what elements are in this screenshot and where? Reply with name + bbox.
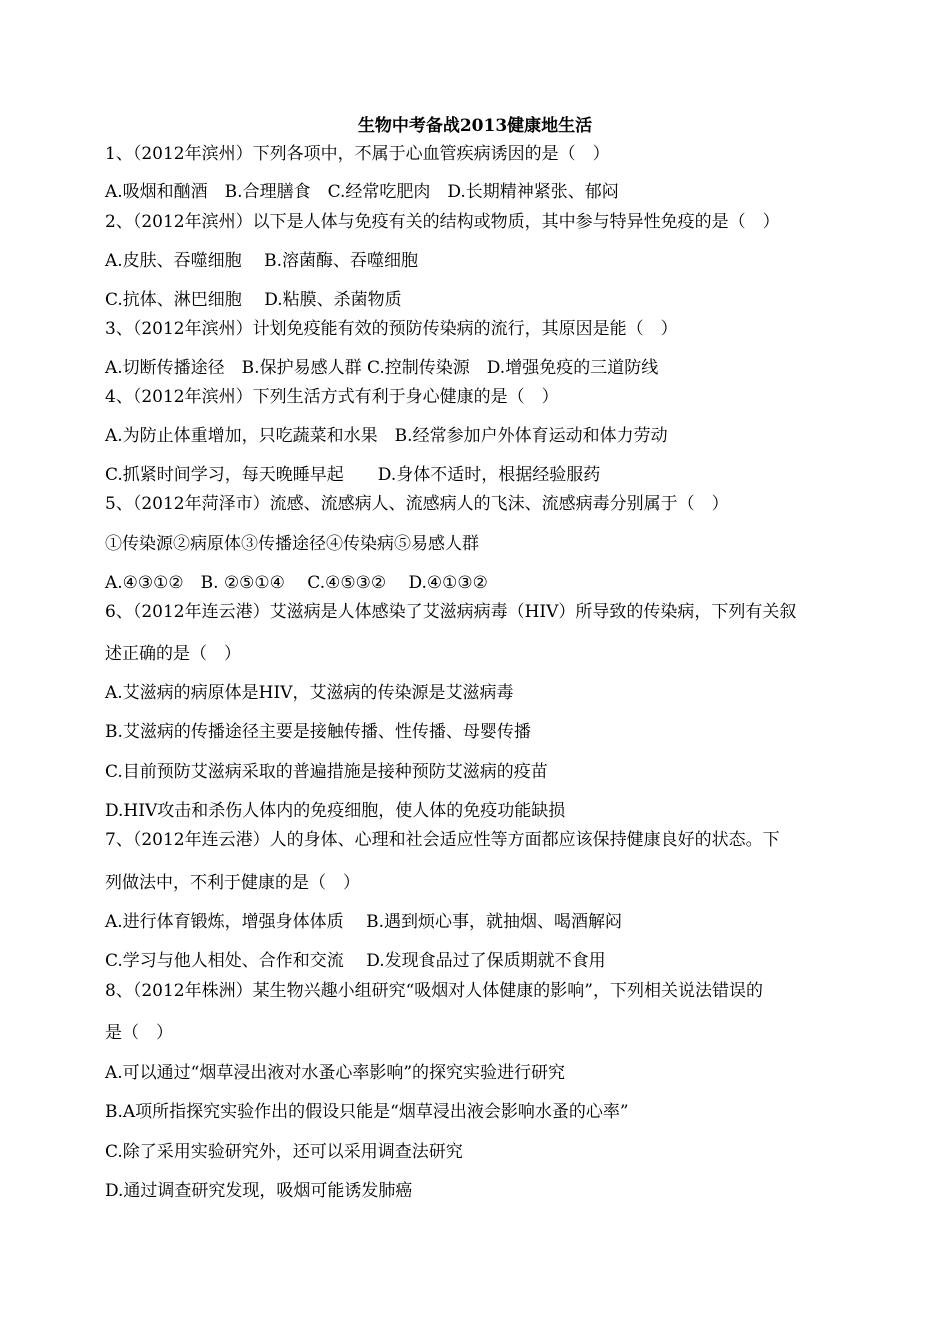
question-7-options-row-1: A.进行体育锻炼，增强身体体质 B.遇到烦心事，就抽烟、喝酒解闷 — [105, 912, 622, 932]
question-8-option-c: C.除了采用实验研究外，还可以采用调查法研究 — [105, 1142, 463, 1162]
question-7-options-row-2: C.学习与他人相处、合作和交流 D.发现食品过了保质期就不食用 — [105, 951, 606, 971]
question-6-option-d: D.HIV攻击和杀伤人体内的免疫细胞，使人体的免疫功能缺损 — [105, 801, 566, 821]
question-2-stem: 2、（2012年滨州）以下是人体与免疫有关的结构或物质，其中参与特异性免疫的是（ ） — [105, 212, 780, 232]
question-1-options: A.吸烟和酗酒 B.合理膳食 C.经常吃肥肉 D.长期精神紧张、郁闷 — [105, 182, 619, 202]
question-7-stem-line-1: 7、（2012年连云港）人的身体、心理和社会适应性等方面都应该保持健康良好的状态。下 — [105, 830, 780, 850]
question-5-stem: 5、（2012年菏泽市）流感、流感病人、流感病人的飞沫、流感病毒分别属于（ ） — [105, 494, 729, 514]
question-6-option-b: B.艾滋病的传播途径主要是接触传播、性传播、母婴传播 — [105, 722, 531, 742]
question-8-option-d: D.通过调查研究发现，吸烟可能诱发肺癌 — [105, 1181, 413, 1201]
question-2-options-row-1: A.皮肤、吞噬细胞 B.溶菌酶、吞噬细胞 — [105, 251, 418, 271]
question-6-stem-line-1: 6、（2012年连云港）艾滋病是人体感染了艾滋病病毒（HIV）所导致的传染病，下列有关叙 — [105, 602, 797, 622]
question-7-stem-line-2: 列做法中，不利于健康的是（ ） — [105, 873, 360, 893]
question-2-options-row-2: C.抗体、淋巴细胞 D.粘膜、杀菌物质 — [105, 290, 402, 310]
question-4-stem: 4、（2012年滨州）下列生活方式有利于身心健康的是（ ） — [105, 387, 559, 407]
question-3-options: A.切断传播途径 B.保护易感人群 C.控制传染源 D.增强免疫的三道防线 — [105, 358, 659, 378]
question-3-stem: 3、（2012年滨州）计划免疫能有效的预防传染病的流行，其原因是能（ ） — [105, 319, 678, 339]
question-1-stem: 1、（2012年滨州）下列各项中，不属于心血管疾病诱因的是（ ） — [105, 144, 610, 164]
question-8-stem-line-1: 8、（2012年株洲）某生物兴趣小组研究“吸烟对人体健康的影响”，下列相关说法错误的 — [105, 981, 763, 1001]
question-5-items: ①传染源②病原体③传播途径④传染病⑤易感人群 — [105, 534, 479, 554]
document-title: 生物中考备战2013健康地生活 — [357, 116, 593, 136]
question-5-options: A.④③①② B. ②⑤①④ C.④⑤③② D.④①③② — [105, 573, 488, 593]
question-6-option-c: C.目前预防艾滋病采取的普遍措施是接种预防艾滋病的疫苗 — [105, 762, 548, 782]
question-4-options-row-1: A.为防止体重增加，只吃蔬菜和水果 B.经常参加户外体育运动和体力劳动 — [105, 426, 668, 446]
question-8-option-a: A.可以通过“烟草浸出液对水蚤心率影响”的探究实验进行研究 — [105, 1063, 566, 1083]
question-6-option-a: A.艾滋病的病原体是HIV，艾滋病的传染源是艾滋病毒 — [105, 683, 514, 703]
question-8-stem-line-2: 是（ ） — [105, 1023, 173, 1043]
question-6-stem-line-2: 述正确的是（ ） — [105, 644, 241, 664]
question-4-options-row-2: C.抓紧时间学习，每天晚睡早起 D.身体不适时，根据经验服药 — [105, 465, 601, 485]
question-8-option-b: B.A项所指探究实验作出的假设只能是“烟草浸出液会影响水蚤的心率” — [105, 1102, 629, 1122]
